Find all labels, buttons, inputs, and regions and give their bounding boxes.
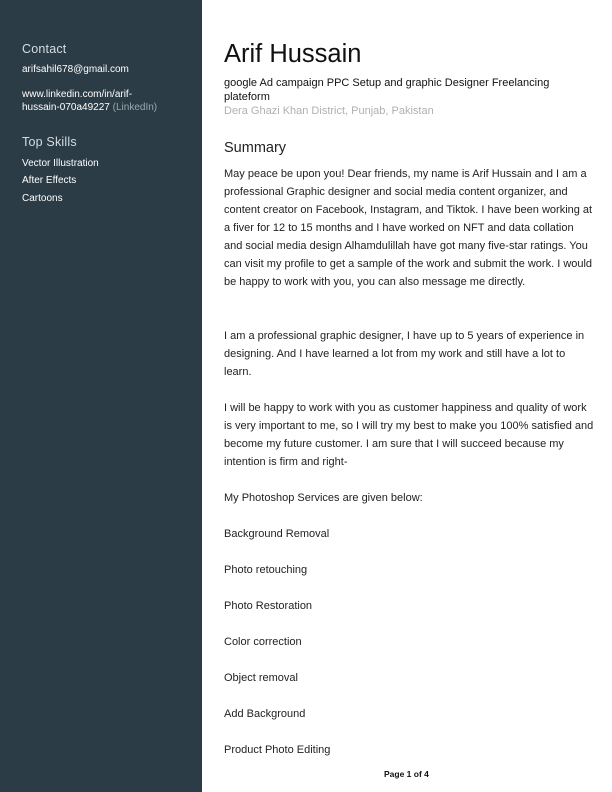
profile-location: Dera Ghazi Khan District, Punjab, Pakistan <box>224 105 434 117</box>
email-link[interactable]: arifsahil678@gmail.com <box>22 64 129 75</box>
summary-heading: Summary <box>224 140 287 156</box>
service-item: Add Background <box>224 708 306 720</box>
service-item: Color correction <box>224 636 302 648</box>
service-item: Object removal <box>224 672 298 684</box>
summary-paragraph: I am a professional graphic designer, I have up to 5 years of experience in designing. And I have learned a lot from my work and still have a lot to learn. <box>224 330 585 378</box>
services-intro: My Photoshop Services are given below: <box>224 492 423 504</box>
skill-item: Cartoons <box>22 193 63 204</box>
service-item: Product Photo Editing <box>224 744 331 756</box>
linkedin-label: (LinkedIn) <box>112 102 158 113</box>
linkedin-link-line1[interactable]: www.linkedin.com/in/arif- <box>22 89 133 100</box>
profile-headline: google Ad campaign PPC Setup and graphic Designer Freelancing plateform <box>224 77 550 103</box>
service-item: Photo Restoration <box>224 600 313 612</box>
sidebar <box>0 0 202 792</box>
service-item: Photo retouching <box>224 564 308 576</box>
linkedin-line2-row <box>22 101 157 114</box>
service-item: Background Removal <box>224 528 330 540</box>
skill-item: After Effects <box>22 175 77 186</box>
summary-paragraph: May peace be upon you! Dear friends, my name is Arif Hussain and I am a professional Graphic designer and social media content organizer, and content creator on Facebook, Instagram, and Tiktok. I have been working at a fiver for 12 to 15 months and I have worked on NFT and data collation and social media design Alhamdulillah have got many five-star ratings. You can visit my profile to get a sample of the work and submit the work. I would be happy to work with you, you can also message me directly. <box>224 168 593 288</box>
page-indicator: Page 1 of 4 <box>384 769 429 779</box>
summary-paragraph: I will be happy to work with you as customer happiness and quality of work is very important to me, so I will try my best to make you 100% satisfied and become my future customer. I am sure that I will succeed because my intention is firm and right- <box>224 402 594 468</box>
skill-item: Vector Illustration <box>22 158 99 169</box>
linkedin-link-line2[interactable]: hussain-070a49227 <box>22 102 110 113</box>
top-skills-heading: Top Skills <box>22 135 77 149</box>
profile-name: Arif Hussain <box>224 40 362 68</box>
contact-heading: Contact <box>22 42 67 56</box>
